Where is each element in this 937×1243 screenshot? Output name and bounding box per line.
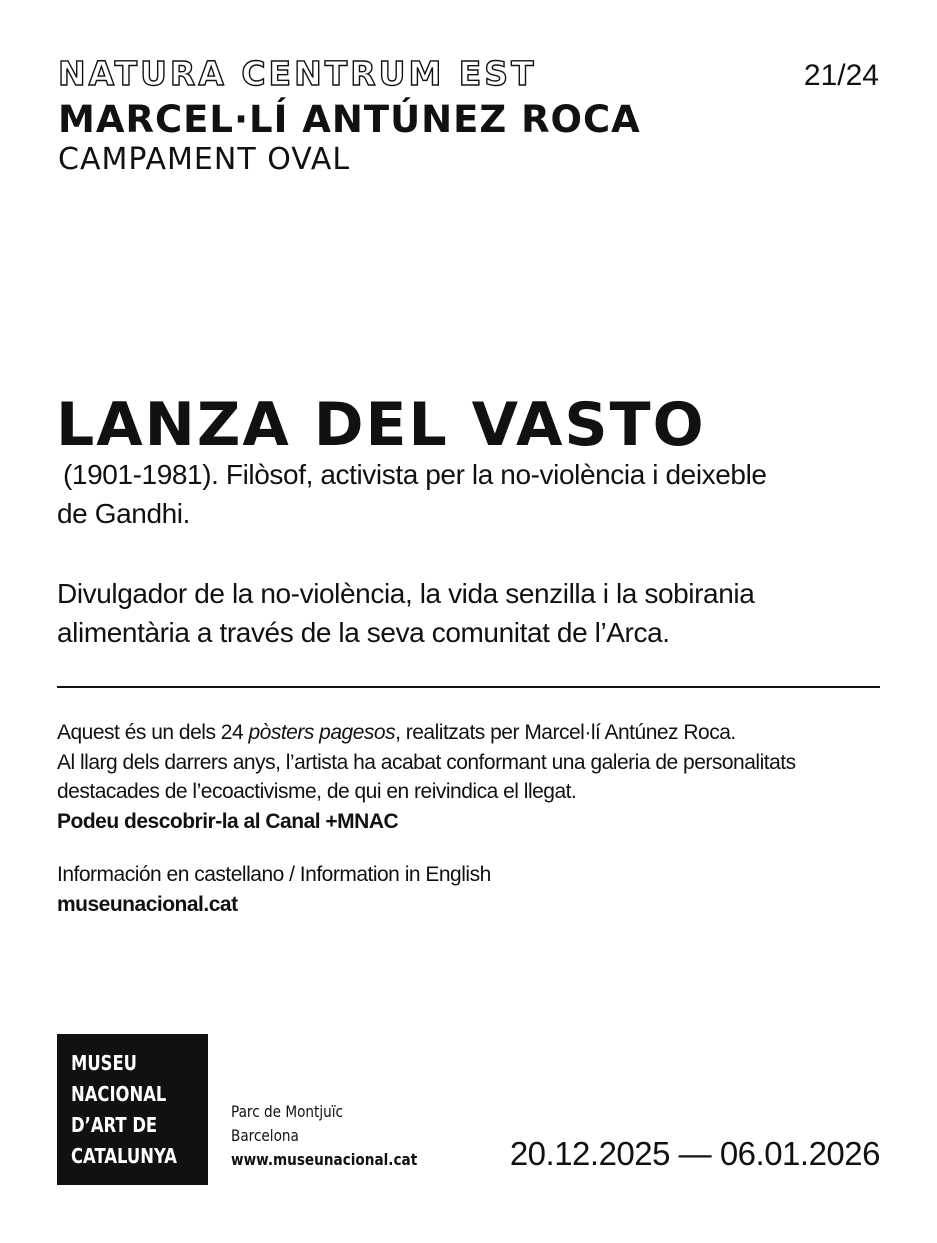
info-line: Al llarg dels darrers anys, l’artista ha acabat conformant una galeria de personalitats (57, 750, 796, 774)
museum-address (231, 1100, 417, 1172)
bio-line: de Gandhi. (57, 498, 190, 529)
exhibition-dates: 20.12.2025 — 06.01.2026 (509, 1135, 880, 1172)
subject-name: LANZA DEL VASTO (56, 390, 706, 460)
subject-bio (57, 455, 857, 533)
series-title: NATURA CENTRUM EST (58, 54, 537, 93)
museum-logo (57, 1034, 208, 1185)
logo-line: MUSEU (71, 1051, 137, 1075)
artist-name: MARCEL·LÍ ANTÚNEZ ROCA (58, 98, 641, 141)
divider (57, 686, 880, 688)
website-link[interactable]: museunacional.cat (57, 892, 238, 916)
address-line: Parc de Montjuïc (231, 1102, 344, 1121)
logo-text (71, 1048, 177, 1172)
page-counter: 21/24 (803, 59, 879, 92)
logo-line: NACIONAL (71, 1082, 167, 1106)
work-title: CAMPAMENT OVAL (58, 142, 351, 177)
canal-mnac-link[interactable]: Podeu descobrir-la al Canal +MNAC (57, 809, 399, 833)
description-line: alimentària a través de la seva comunitat de l’Arca. (57, 617, 670, 648)
info-text: , realitzats per Marcel·lí Antúnez Roca. (395, 721, 736, 744)
language-info: Información en castellano / Information in English (57, 863, 491, 886)
logo-line: CATALUNYA (71, 1144, 177, 1168)
logo-line: D’ART DE (71, 1113, 158, 1137)
address-website-link[interactable]: www.museunacional.cat (231, 1150, 418, 1169)
info-line (57, 718, 897, 748)
subject-description (57, 574, 857, 652)
bio-line: (1901-1981). Filòsof, activista per la no-violència i deixeble (63, 459, 767, 490)
address-line: Barcelona (231, 1126, 299, 1145)
info-italic-text: pòsters pagesos (248, 721, 396, 744)
info-text: Aquest és un dels 24 (57, 721, 249, 744)
description-line: Divulgador de la no-violència, la vida senzilla i la sobirania (57, 578, 755, 609)
info-block (57, 718, 897, 919)
info-line: destacades de l’ecoactivisme, de qui en reivindica el llegat. (57, 780, 577, 803)
